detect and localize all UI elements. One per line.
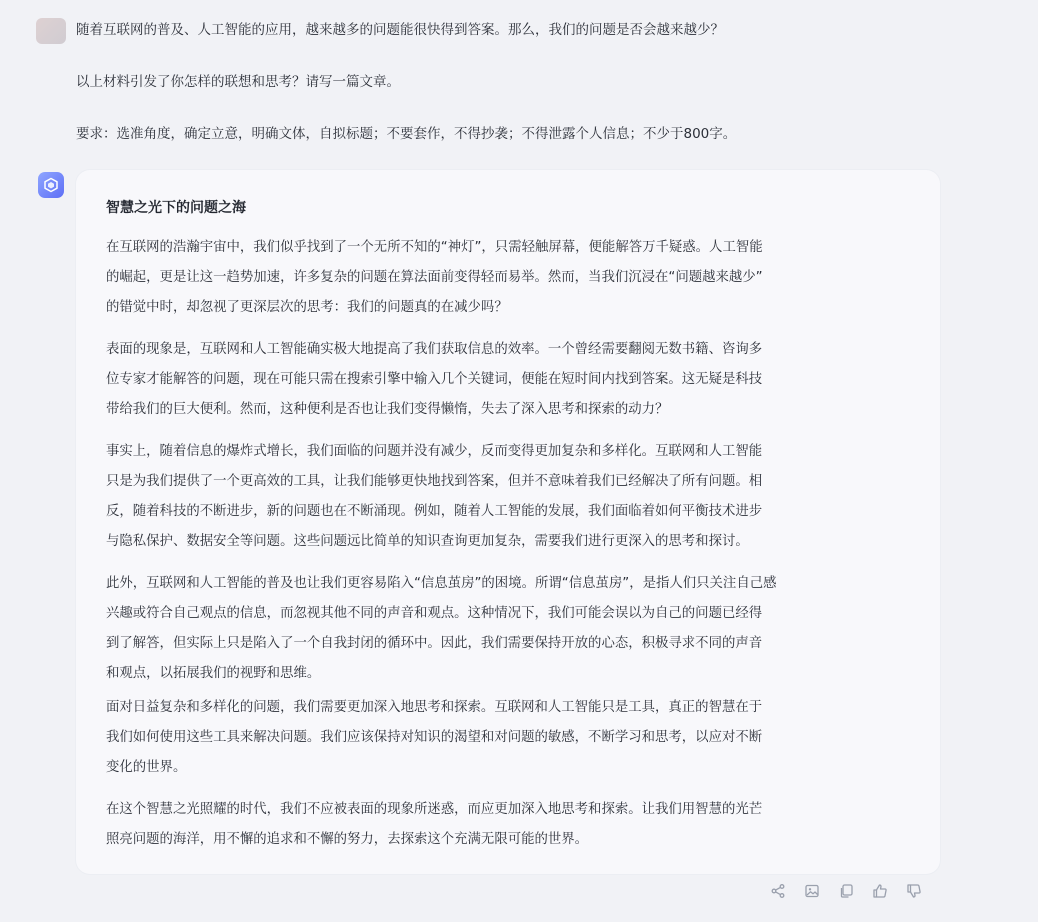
dislike-button[interactable] [902, 879, 926, 903]
answer-paragraph-line: 的崛起，更是让这一趋势加速，许多复杂的问题在算法面前变得轻而易举。然而，当我们沉浸在“问题越来越少” [106, 270, 763, 285]
answer-paragraph-line: 和观点，以拓展我们的视野和思维。 [106, 666, 321, 681]
image-icon [804, 883, 820, 899]
answer-paragraph-line: 到了解答，但实际上只是陷入了一个自我封闭的循环中。因此，我们需要保持开放的心态，积极寻求不同的声音 [106, 636, 763, 651]
answer-paragraph-line: 的错觉中时，却忽视了更深层次的思考：我们的问题真的在减少吗？ [106, 300, 508, 315]
question-line: 随着互联网的普及、人工智能的应用，越来越多的问题能很快得到答案。那么，我们的问题是否会越来越少？ [76, 22, 724, 38]
answer-paragraph-line: 我们如何使用这些工具来解决问题。我们应该保持对知识的渴望和对问题的敏感，不断学习和思考，以应对不断 [106, 730, 763, 745]
answer-paragraph-line: 带给我们的巨大便利。然而，这种便利是否也让我们变得懒惰，失去了深入思考和探索的动力？ [106, 402, 669, 417]
answer-paragraph-line: 面对日益复杂和多样化的问题，我们需要更加深入地思考和探索。互联网和人工智能只是工具，真正的智慧在于 [106, 700, 763, 715]
answer-paragraph-line: 只是为我们提供了一个更高效的工具，让我们能够更快地找到答案，但并不意味着我们已经解决了所有问题。相 [106, 474, 763, 489]
answer-paragraph-line: 变化的世界。 [106, 760, 187, 775]
answer-paragraph-line: 位专家才能解答的问题，现在可能只需在搜索引擎中输入几个关键词，便能在短时间内找到答案。这无疑是科技 [106, 372, 763, 387]
copy-button[interactable] [834, 879, 858, 903]
question-line: 以上材料引发了你怎样的联想和思考？请写一篇文章。 [76, 74, 400, 90]
like-button[interactable] [868, 879, 892, 903]
assistant-avatar [38, 172, 64, 198]
copy-icon [838, 883, 854, 899]
answer-paragraph-line: 反，随着科技的不断进步，新的问题也在不断涌现。例如，随着人工智能的发展，我们面临着如何平衡技术进步 [106, 504, 763, 519]
save-image-button[interactable] [800, 879, 824, 903]
answer-title: 智慧之光下的问题之海 [106, 200, 246, 216]
answer-paragraph-line: 兴趣或符合自己观点的信息，而忽视其他不同的声音和观点。这种情况下，我们可能会误以为自己的问题已经得 [106, 606, 763, 621]
assistant-logo-icon [43, 177, 59, 193]
message-action-bar [766, 878, 926, 904]
answer-paragraph-line: 此外，互联网和人工智能的普及也让我们更容易陷入“信息茧房”的困境。所谓“信息茧房”，是指人们只关注自己感 [106, 576, 777, 591]
thumbs-up-icon [872, 883, 888, 899]
user-avatar [36, 18, 66, 44]
answer-paragraph-line: 照亮问题的海洋，用不懈的追求和不懈的努力，去探索这个充满无限可能的世界。 [106, 832, 589, 847]
answer-paragraph-line: 在互联网的浩瀚宇宙中，我们似乎找到了一个无所不知的“神灯”，只需轻触屏幕，便能解答万千疑惑。人工智能 [106, 240, 763, 255]
answer-paragraph-line: 事实上，随着信息的爆炸式增长，我们面临的问题并没有减少，反而变得更加复杂和多样化。互联网和人工智能 [106, 444, 763, 459]
answer-paragraph-line: 表面的现象是，互联网和人工智能确实极大地提高了我们获取信息的效率。一个曾经需要翻阅无数书籍、咨询多 [106, 342, 763, 357]
question-line: 要求：选准角度，确定立意，明确文体，自拟标题；不要套作，不得抄袭；不得泄露个人信息；不少于800字。 [76, 126, 737, 142]
share-icon [770, 883, 786, 899]
answer-card [76, 170, 940, 874]
share-button[interactable] [766, 879, 790, 903]
thumbs-down-icon [906, 883, 922, 899]
answer-paragraph-line: 在这个智慧之光照耀的时代，我们不应被表面的现象所迷惑，而应更加深入地思考和探索。让我们用智慧的光芒 [106, 802, 763, 817]
answer-paragraph-line: 与隐私保护、数据安全等问题。这些问题远比简单的知识查询更加复杂，需要我们进行更深入的思考和探讨。 [106, 534, 749, 549]
